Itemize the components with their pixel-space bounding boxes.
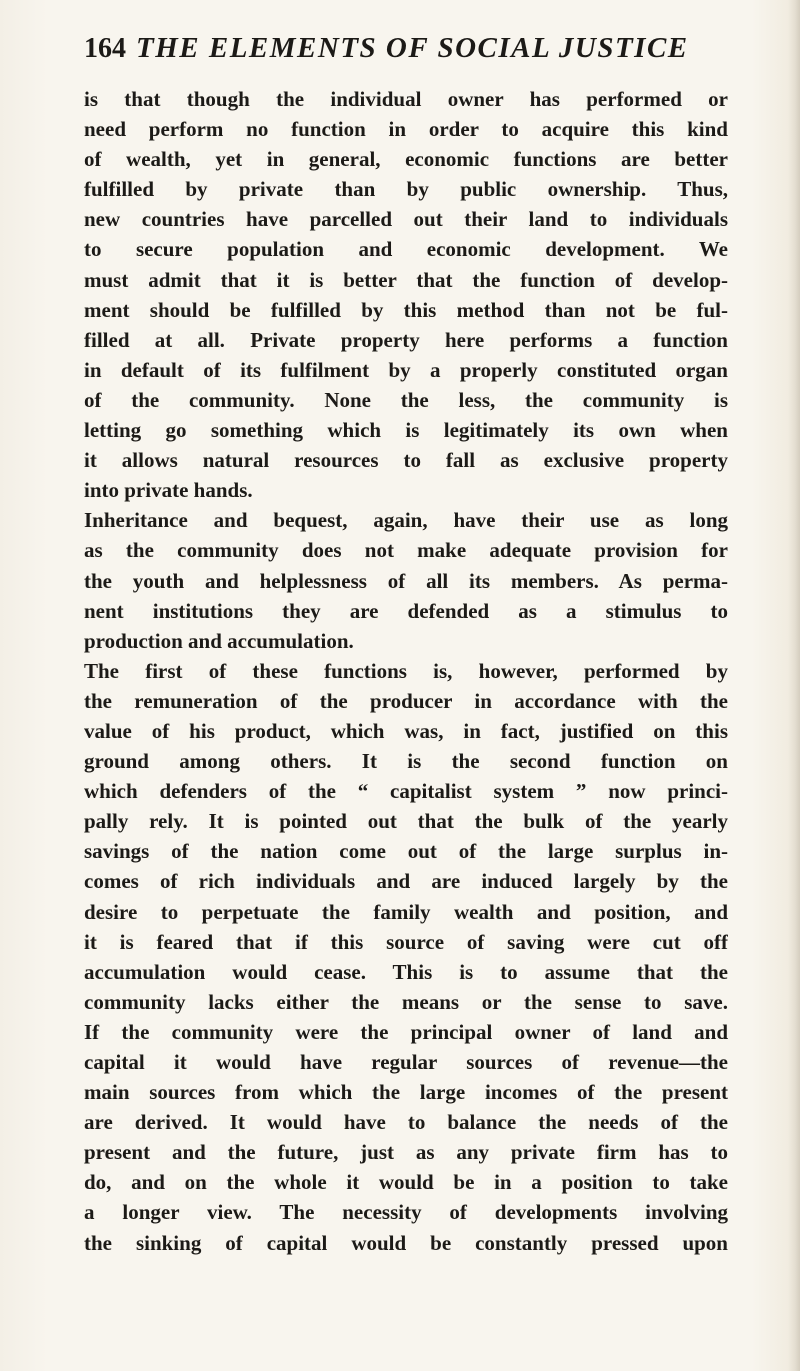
text-line: capital it would have regular sources of revenue—the: [84, 1050, 728, 1074]
text-line: ground among others. It is the second function on: [84, 749, 728, 774]
text-line: are derived. It would have to balance the needs of the: [84, 1110, 728, 1135]
text-line: accumulation would cease. This is to assume that the: [84, 959, 728, 984]
text-line: fulfilled by private than by public ownership. Thus,: [84, 177, 728, 202]
text-line: do, and on the whole it would be in a position to take: [84, 1170, 728, 1195]
text-line: community lacks either the means or the sense to save.: [84, 989, 728, 1014]
text-line: of wealth, yet in general, economic functions are better: [84, 147, 728, 172]
text-line: Inheritance and bequest, again, have their use as long: [84, 508, 728, 533]
text-line: must admit that it is better that the function of develop-: [84, 267, 728, 292]
text-line: present and the future, just as any private firm has to: [84, 1140, 728, 1165]
running-title: THE ELEMENTS OF SOCIAL JUSTICE: [136, 32, 689, 64]
text-line: desire to perpetuate the family wealth and position, and: [84, 899, 728, 924]
text-line: letting go something which is legitimately its own when: [84, 418, 728, 443]
page-edge-shadow: [788, 0, 800, 1371]
text-line: new countries have parcelled out their land to individuals: [84, 207, 728, 232]
text-line: the youth and helplessness of all its members. As perma-: [84, 568, 728, 593]
text-line: filled at all. Private property here performs a function: [84, 327, 728, 352]
text-line: pally rely. It is pointed out that the bulk of the yearly: [84, 809, 728, 834]
text-line: it allows natural resources to fall as exclusive property: [84, 448, 728, 473]
text-line: nent institutions they are defended as a stimulus to: [84, 598, 728, 623]
text-line: into private hands.: [84, 478, 253, 503]
text-line: of the community. None the less, the community is: [84, 387, 728, 412]
text-line: main sources from which the large incomes of the present: [84, 1080, 728, 1105]
text-line: The first of these functions is, however, performed by: [84, 658, 728, 683]
text-line: a longer view. The necessity of developments involving: [84, 1200, 728, 1225]
text-line: as the community does not make adequate provision for: [84, 538, 728, 563]
text-line: comes of rich individuals and are induced largely by the: [84, 869, 728, 894]
text-line: ment should be fulfilled by this method than not be ful-: [84, 297, 728, 322]
text-line: If the community were the principal owner of land and: [84, 1019, 728, 1044]
page-number: 164: [84, 33, 126, 64]
text-line: it is feared that if this source of saving were cut off: [84, 929, 728, 954]
text-line: production and accumulation.: [84, 628, 354, 653]
text-line: savings of the nation come out of the large surplus in-: [84, 839, 728, 864]
text-line: need perform no function in order to acquire this kind: [84, 117, 728, 142]
text-line: is that though the individual owner has performed or: [84, 87, 728, 111]
text-line: to secure population and economic development. We: [84, 237, 728, 262]
text-line: which defenders of the “ capitalist system ” now princi-: [84, 779, 728, 804]
text-line: value of his product, which was, in fact, justified on this: [84, 718, 728, 743]
text-line: in default of its fulfilment by a properly constituted organ: [84, 357, 728, 382]
text-line: the remuneration of the producer in accordance with the: [84, 688, 728, 713]
body-text: [84, 84, 728, 1258]
running-header: [84, 32, 724, 72]
text-line: the sinking of capital would be constantly pressed upon: [84, 1230, 728, 1255]
